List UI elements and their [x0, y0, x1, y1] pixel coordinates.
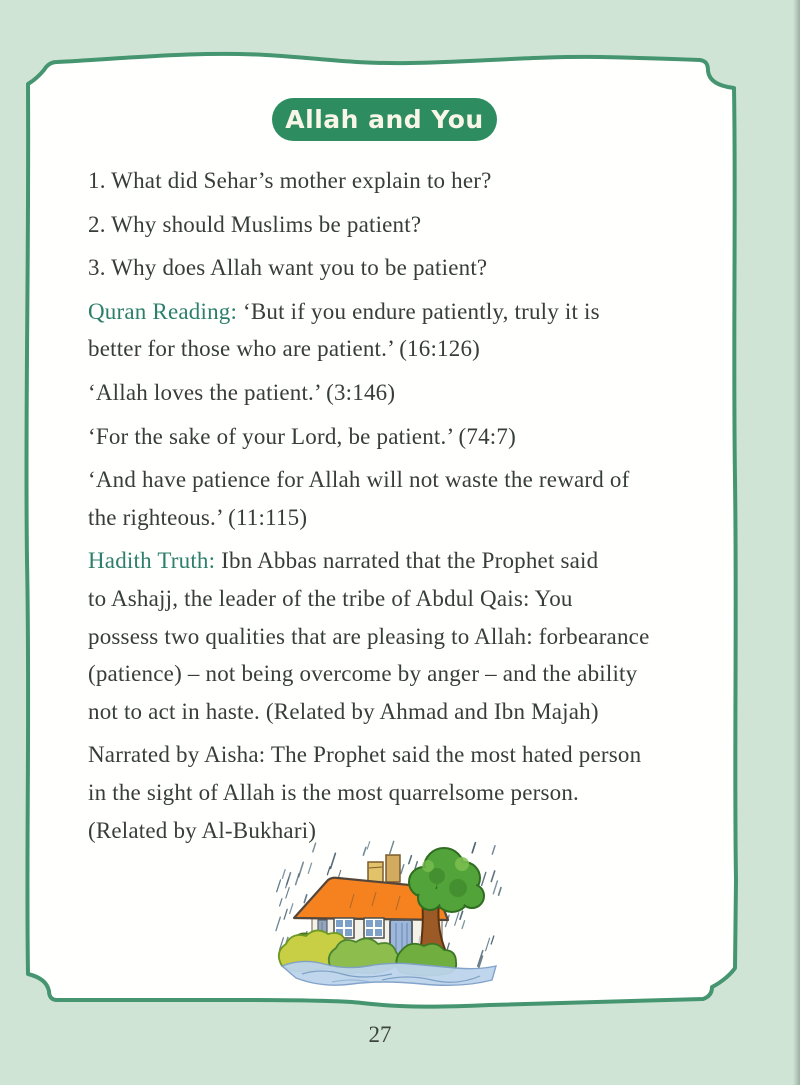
question	[88, 249, 728, 287]
paragraph	[88, 418, 728, 456]
text-line: ‘For the sake of your Lord, be patient.’ (74:7)	[88, 423, 516, 449]
text-line: the righteous.’ (11:115)	[88, 504, 308, 530]
text-line: possess two qualities that are pleasing to Allah: forbearance	[88, 623, 650, 649]
question	[88, 206, 728, 244]
tree-canopy	[409, 848, 484, 912]
paragraph	[88, 461, 728, 536]
paragraph	[88, 293, 728, 368]
text-line: Quran Reading: ‘But if you endure patiently, truly it is	[88, 298, 600, 324]
section-title-badge	[272, 98, 497, 141]
text-line: 1. What did Sehar’s mother explain to her?	[88, 168, 492, 193]
chimney	[386, 855, 400, 882]
water	[282, 961, 496, 985]
text-line: not to act in haste. (Related by Ahmad and Ibn Majah)	[88, 698, 599, 724]
paragraph	[88, 736, 728, 849]
text-line: better for those who are patient.’ (16:126)	[88, 336, 481, 362]
text-line: to Ashajj, the leader of the tribe of Abdul Qais: You	[88, 585, 573, 611]
window	[364, 918, 384, 938]
text-line: Narrated by Aisha: The Prophet said the most hated person	[88, 742, 642, 768]
text-line: 3. Why does Allah want you to be patient?	[88, 255, 488, 281]
chimney	[368, 862, 383, 882]
page-text	[88, 162, 728, 855]
section-title-text: Allah and You	[285, 105, 484, 134]
text-line: in the sight of Allah is the most quarrelsome person.	[88, 779, 579, 805]
section-lead: Hadith Truth:	[88, 548, 222, 574]
text-line: 2. Why should Muslims be patient?	[88, 211, 422, 237]
text-line: (Related by Al-Bukhari)	[88, 817, 317, 843]
paragraph	[88, 374, 728, 412]
question	[88, 162, 728, 200]
page-number: 27	[368, 1022, 392, 1047]
section-lead: Quran Reading:	[88, 298, 244, 324]
house-in-rain-illustration	[272, 836, 512, 996]
text-line: Hadith Truth: Ibn Abbas narrated that the Prophet said	[88, 548, 599, 574]
text-line: ‘Allah loves the patient.’ (3:146)	[88, 379, 396, 405]
text-line: (patience) – not being overcome by anger – and the ability	[88, 661, 638, 687]
paragraph	[88, 542, 728, 730]
text-line: ‘And have patience for Allah will not waste the reward of	[88, 467, 630, 493]
